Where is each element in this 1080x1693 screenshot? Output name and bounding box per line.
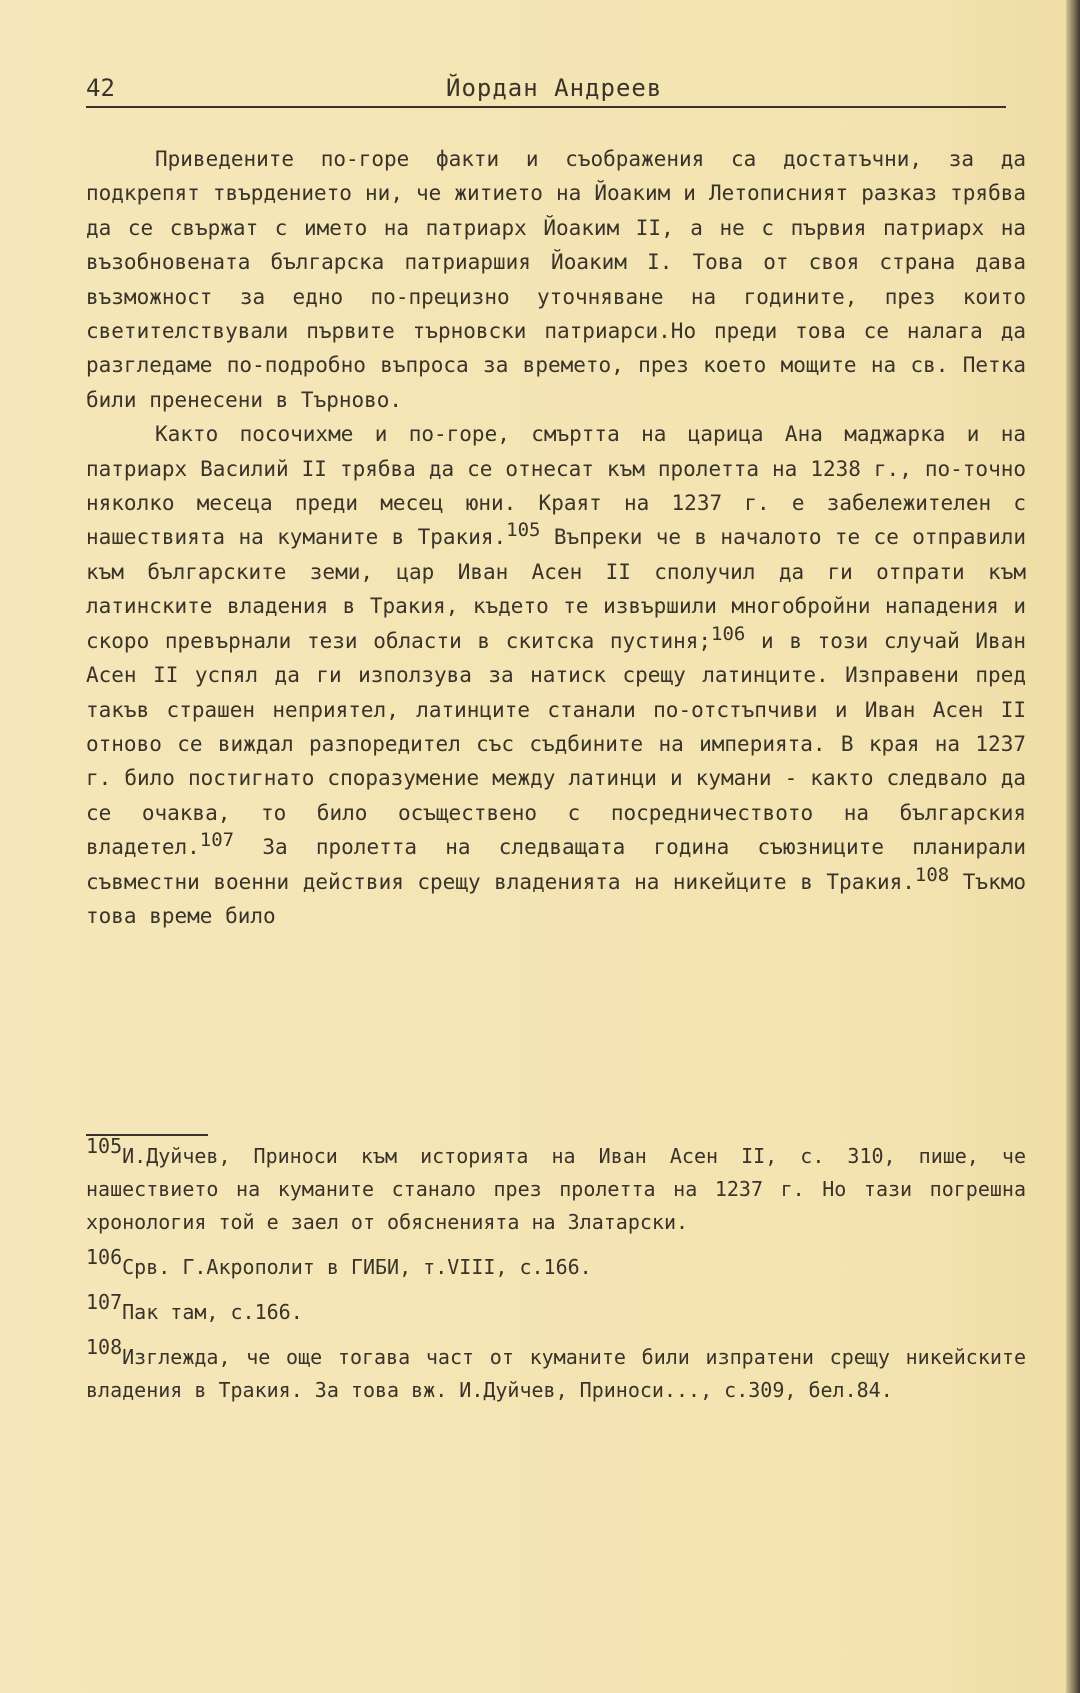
page-header <box>86 74 1006 108</box>
footnote-107 <box>86 1290 1026 1329</box>
paragraph-2 <box>86 417 1026 933</box>
footnote-text: И.Дуйчев, Приноси към историята на Иван Асен II, с. 310, пише, че нашествието на куманите станало през пролетта на 1237 г. Но тази погрешна хронология той е заел от обясненията на Златарски. <box>86 1144 1026 1234</box>
footnote-number: 108 <box>86 1335 123 1359</box>
footnote-ref-108[interactable]: 108 <box>914 863 950 886</box>
paragraph-1: Приведените по-горе факти и съображения са достатъчни, за да подкрепят твърдението ни, че житието на Йоаким и Летописният разказ трябва да се свържат с името на патриарх Йоаким II, а не с първия патриарх на възобновената българска патриаршия Йоаким I. Това от своя страна дава възможност за едно по-прецизно уточняване на годините, през които светителствували първите търновски патриарси.Но преди това се налага да разгледаме по-подробно въпроса за времето, през което мощите на св. Петка били пренесени в Търново. <box>86 147 1026 412</box>
paragraph-2-part-b: Въпреки че в началото те се отправили към българските земи, цар Иван Асен II сполучил да ги отпрати към латинските владения в Тракия, където те извършили многобройни нападения и скоро превърнали тези области в скитска пустиня; <box>86 525 1026 653</box>
footnote-number: 106 <box>86 1245 123 1269</box>
footnote-ref-105[interactable]: 105 <box>506 519 541 542</box>
paragraph-2-part-e: Тъкмо това време било <box>86 869 1026 928</box>
paragraph-2-part-d: За пролетта на следващата година съюзниците планирали съвместни военни действия срещу владенията на никейците в Тракия. <box>86 835 1026 894</box>
footnotes <box>86 1134 1026 1419</box>
page-edge-shadow <box>1066 0 1080 1693</box>
running-title: Йордан Андреев <box>446 74 663 102</box>
footnote-number: 107 <box>86 1290 123 1314</box>
footnote-text: Пак там, с.166. <box>122 1300 303 1324</box>
footnote-text: Изглежда, че още тогава част от куманите били изпратени срещу никейските владения в Тракия. За това вж. И.Дуйчев, Приноси..., с.309, бел.84. <box>86 1345 1026 1402</box>
main-text <box>86 142 1026 933</box>
footnote-ref-106[interactable]: 106 <box>711 622 746 645</box>
footnote-106 <box>86 1245 1026 1284</box>
footnote-108 <box>86 1335 1026 1407</box>
page-number: 42 <box>86 74 115 102</box>
footnote-ref-107[interactable]: 107 <box>199 829 235 852</box>
paragraph-2-part-a: Както посочихме и по-горе, смъртта на царица Ана маджарка и на патриарх Василий II трябва да се отнесат към пролетта на 1238 г., по-точно няколко месеца преди месец юни. Краят на 1237 г. е забележителен с нашествията на куманите в Тракия. <box>86 422 1026 550</box>
footnote-number: 105 <box>86 1134 123 1158</box>
footnote-105 <box>86 1134 1026 1239</box>
paragraph-2-part-c: и в този случай Иван Асен II успял да ги използува за натиск срещу латинците. Изправени пред такъв страшен неприятел, латинците станали по-отстъпчиви и Иван Асен II отново се виждал разпоредител със съдбините на империята. В края на 1237 г. било постигнато споразумение между латинци и кумани - както следвало да се очаква, то било осъществено с посредничеството на българския владетел. <box>86 628 1026 860</box>
footnote-text: Срв. Г.Акрополит в ГИБИ, т.VIII, с.166. <box>122 1255 592 1279</box>
